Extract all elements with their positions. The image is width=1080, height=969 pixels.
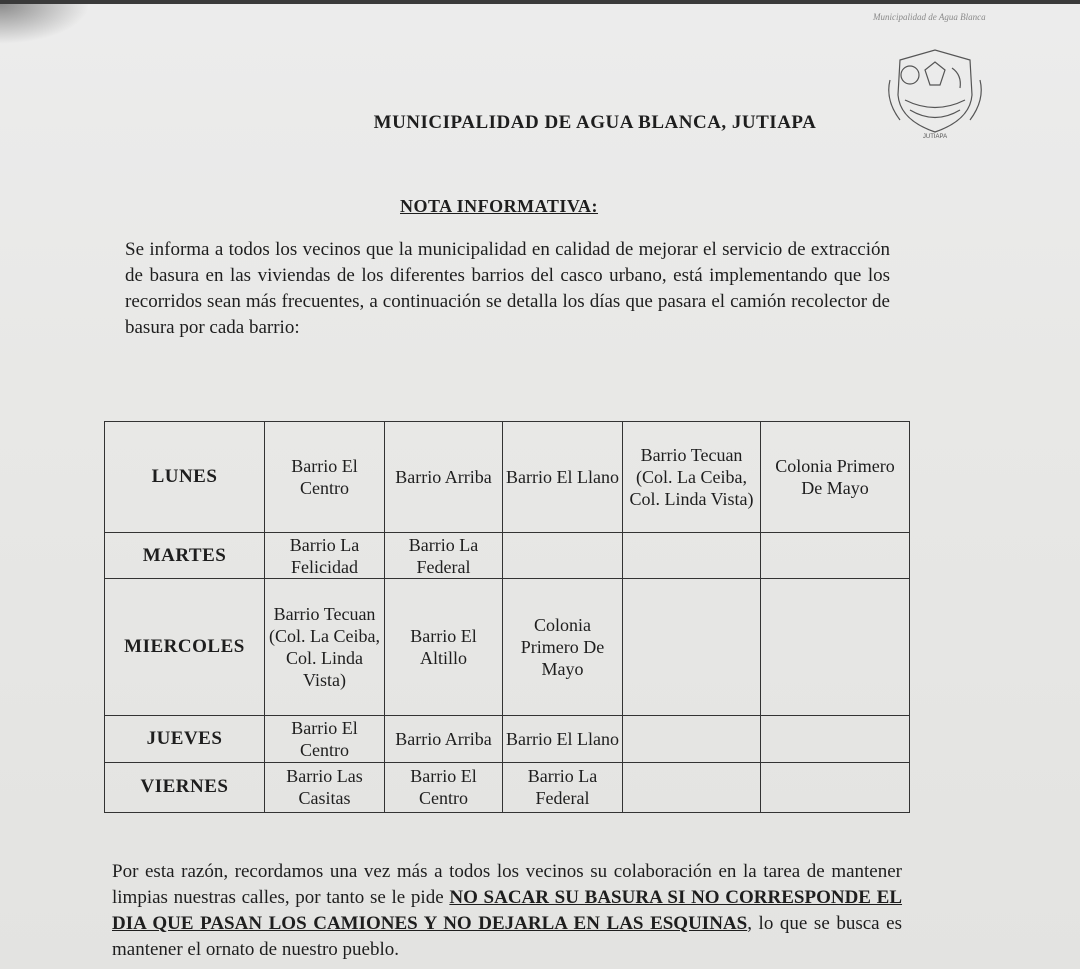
seal-jutiapa-label: JUTIAPA [922,134,948,140]
schedule-cell [761,532,910,578]
schedule-cell: Barrio Tecuan (Col. La Ceiba, Col. Linda Vista) [265,579,385,716]
schedule-cell: Barrio El Llano [503,422,623,533]
page-title: MUNICIPALIDAD DE AGUA BLANCA, JUTIAPA [373,112,817,133]
closing-text-start: Por esta razón, recordamos una vez más a todos los vecinos su colaboración en la tarea de mantener limpias nuestras calles, por tanto se le pide [112,861,902,908]
schedule-cell [761,762,910,812]
schedule-cell: Colonia Primero De Mayo [761,422,910,533]
schedule-row [105,762,910,812]
schedule-day: VIERNES [105,762,265,812]
schedule-cell: Barrio Arriba [385,716,503,762]
schedule-cell: Barrio La Federal [385,532,503,578]
schedule-cell: Barrio El Altillo [385,579,503,716]
schedule-cell: Colonia Primero De Mayo [503,579,623,716]
schedule-row [105,532,910,578]
schedule-cell [623,716,761,762]
closing-text-end: , lo que se busca es mantener el ornato de nuestro pueblo. [112,913,902,960]
schedule-cell: Barrio Arriba [385,422,503,533]
schedule-cell: Barrio El Llano [503,716,623,762]
page-subtitle: NOTA INFORMATIVA: [400,196,599,216]
collection-schedule-table [104,421,910,813]
page-shadow [0,4,90,44]
document-page [0,4,1080,969]
schedule-cell [623,532,761,578]
schedule-cell [623,762,761,812]
schedule-cell: Barrio La Felicidad [265,532,385,578]
schedule-cell: Barrio El Centro [265,422,385,533]
schedule-cell: Barrio El Centro [385,762,503,812]
schedule-cell [503,532,623,578]
schedule-day: JUEVES [105,716,265,762]
schedule-row [105,422,910,533]
schedule-cell: Barrio Tecuan (Col. La Ceiba, Col. Linda Vista) [623,422,761,533]
closing-emphasis: NO SACAR SU BASURA SI NO CORRESPONDE EL DIA QUE PASAN LOS CAMIONES Y NO DEJARLA EN LAS ESQUINAS [112,887,903,934]
schedule-cell: Barrio La Federal [503,762,623,812]
schedule-cell: Barrio Las Casitas [265,762,385,812]
schedule-day: LUNES [105,422,265,533]
schedule-cell [623,579,761,716]
schedule-day: MARTES [105,532,265,578]
schedule-day: MIERCOLES [105,579,265,716]
seal-caption: Municipalidad de Agua Blanca [873,12,986,22]
schedule-row [105,716,910,762]
schedule-cell [761,716,910,762]
intro-paragraph: Se informa a todos los vecinos que la municipalidad en calidad de mejorar el servicio de extracción de basura en las viviendas de los diferentes barrios del casco urbano, está implementando que los recorridos sean más frecuentes, a continuación se detalla los días que pasara el camión recolector de basura por cada barrio: [125,239,890,338]
schedule-cell [761,579,910,716]
closing-paragraph [112,859,902,963]
schedule-cell: Barrio El Centro [265,716,385,762]
schedule-row [105,579,910,716]
